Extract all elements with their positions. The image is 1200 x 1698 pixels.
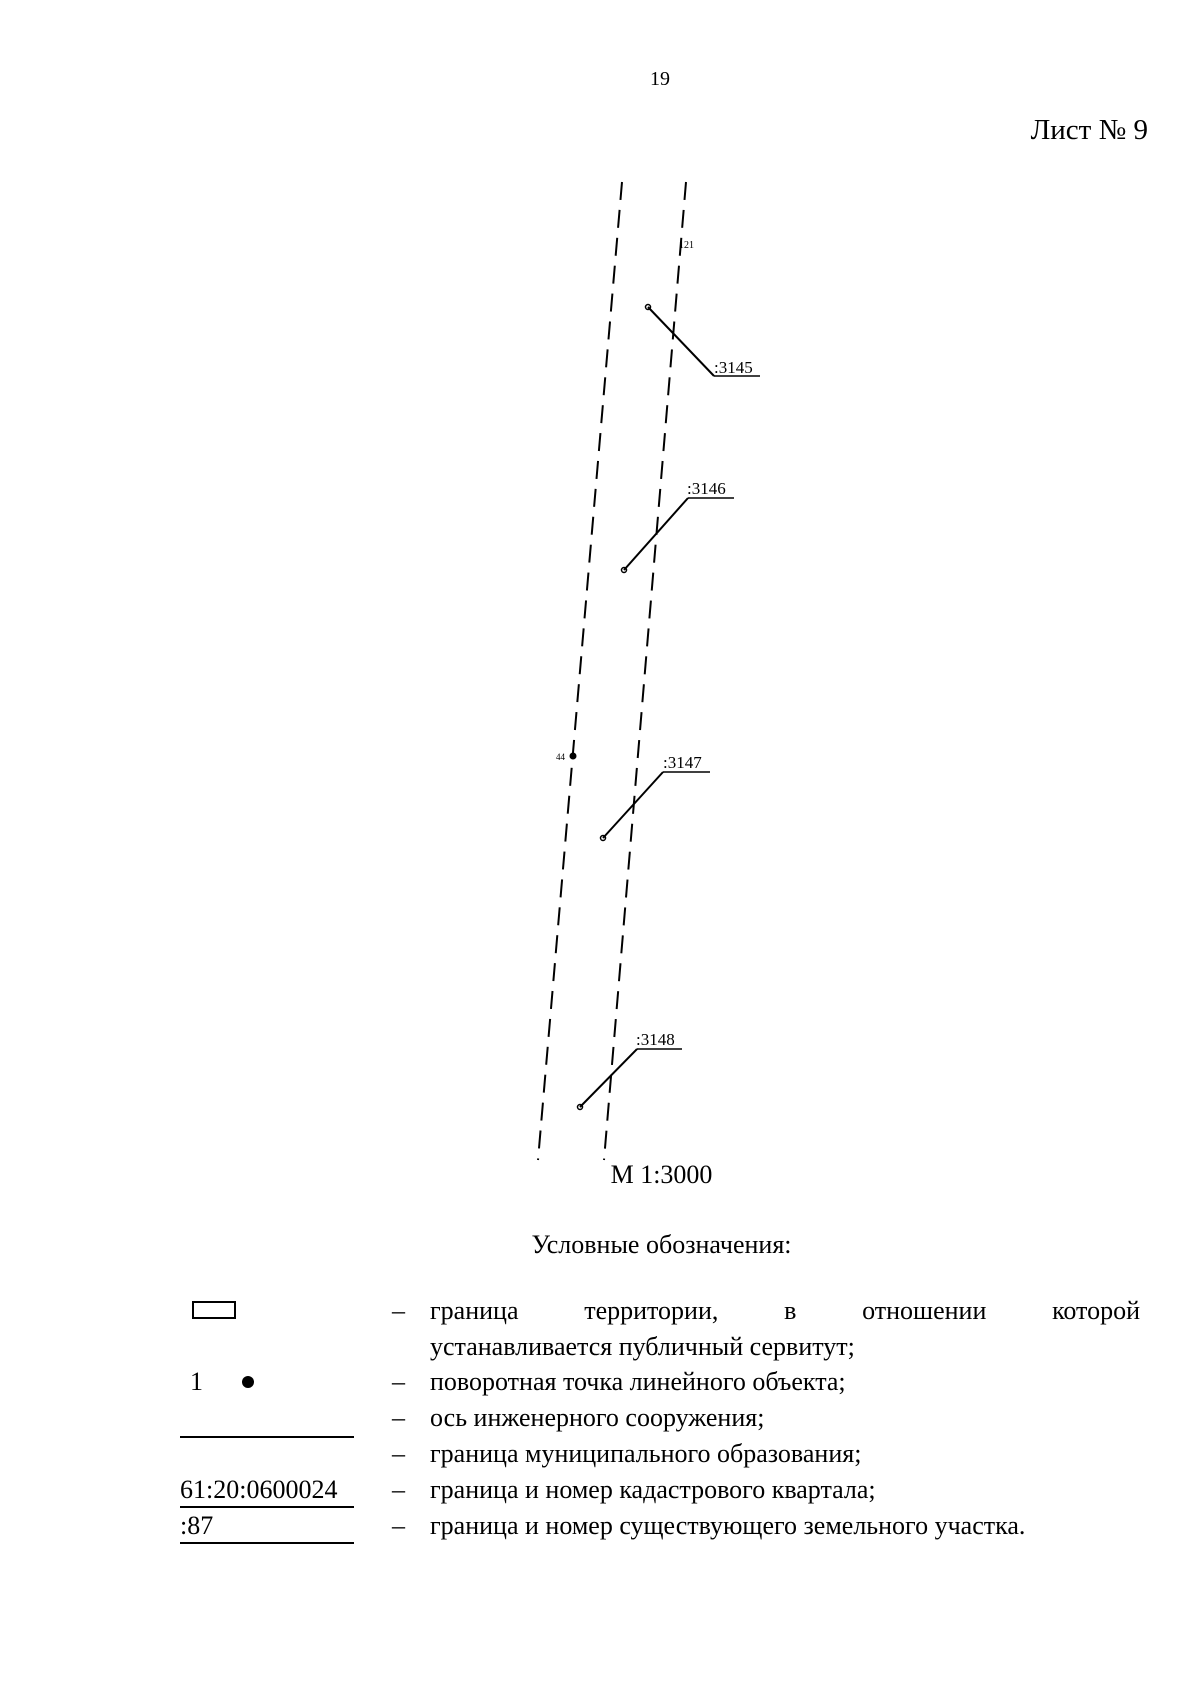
legend-title: Условные обозначения: [531,1230,792,1259]
municipal-boundary-symbol [180,1436,354,1438]
legend-dash: – [392,1439,405,1468]
legend-dash: – [392,1511,405,1540]
turning-point-dot [570,753,577,760]
legend-dash: – [392,1296,405,1325]
parcel-leader-3148 [578,1030,683,1110]
parcel-label-3146: :3146 [687,479,726,498]
territory-boundary-right [604,182,686,1160]
legend-item-land-parcel [180,1508,1140,1544]
parcel-leader-3146 [622,479,735,573]
legend-item-turning-point [180,1364,1140,1400]
territory-boundary-left [538,182,622,1160]
parcel-leader-3145 [646,305,761,378]
page-number: 19 [650,68,670,90]
legend-text: поворотная точка линейного объекта; [430,1367,846,1396]
legend-text: ось инженерного сооружения; [430,1403,765,1432]
legend-item-territory-boundary [180,1293,1140,1365]
legend-text-line1: граница территории, в отношении которой [430,1296,1140,1325]
legend-dash: – [392,1475,405,1504]
legend-item-cadastral-quarter [180,1472,1140,1508]
legend-item-municipal-boundary [180,1436,1140,1472]
territory-boundary-symbol [192,1301,236,1319]
parcel-leader-3147 [601,753,711,841]
legend-item-structure-axis [180,1400,1140,1436]
legend-text: граница и номер существующего земельного участка. [430,1511,1026,1540]
point-label-left: 44 [556,752,565,762]
turning-point-symbol [242,1376,254,1388]
legend-text: граница муниципального образования; [430,1439,862,1468]
parcel-label-3148: :3148 [636,1030,675,1049]
turning-point-number: 1 [190,1367,203,1396]
parcel-label-3147: :3147 [663,753,702,772]
map-scale: М 1:3000 [610,1160,713,1189]
legend-dash: – [392,1367,405,1396]
cadastral-quarter-symbol: 61:20:0600024 [180,1472,354,1508]
parcel-label-3145: :3145 [714,358,753,377]
sheet-label: Лист № 9 [1030,114,1148,146]
land-parcel-symbol: :87 [180,1508,354,1544]
legend-text-line2: устанавливается публичный сервитут; [430,1332,855,1361]
legend-dash: – [392,1403,405,1432]
legend-text: граница и номер кадастрового квартала; [430,1475,876,1504]
point-label-top: 121 [679,240,694,251]
